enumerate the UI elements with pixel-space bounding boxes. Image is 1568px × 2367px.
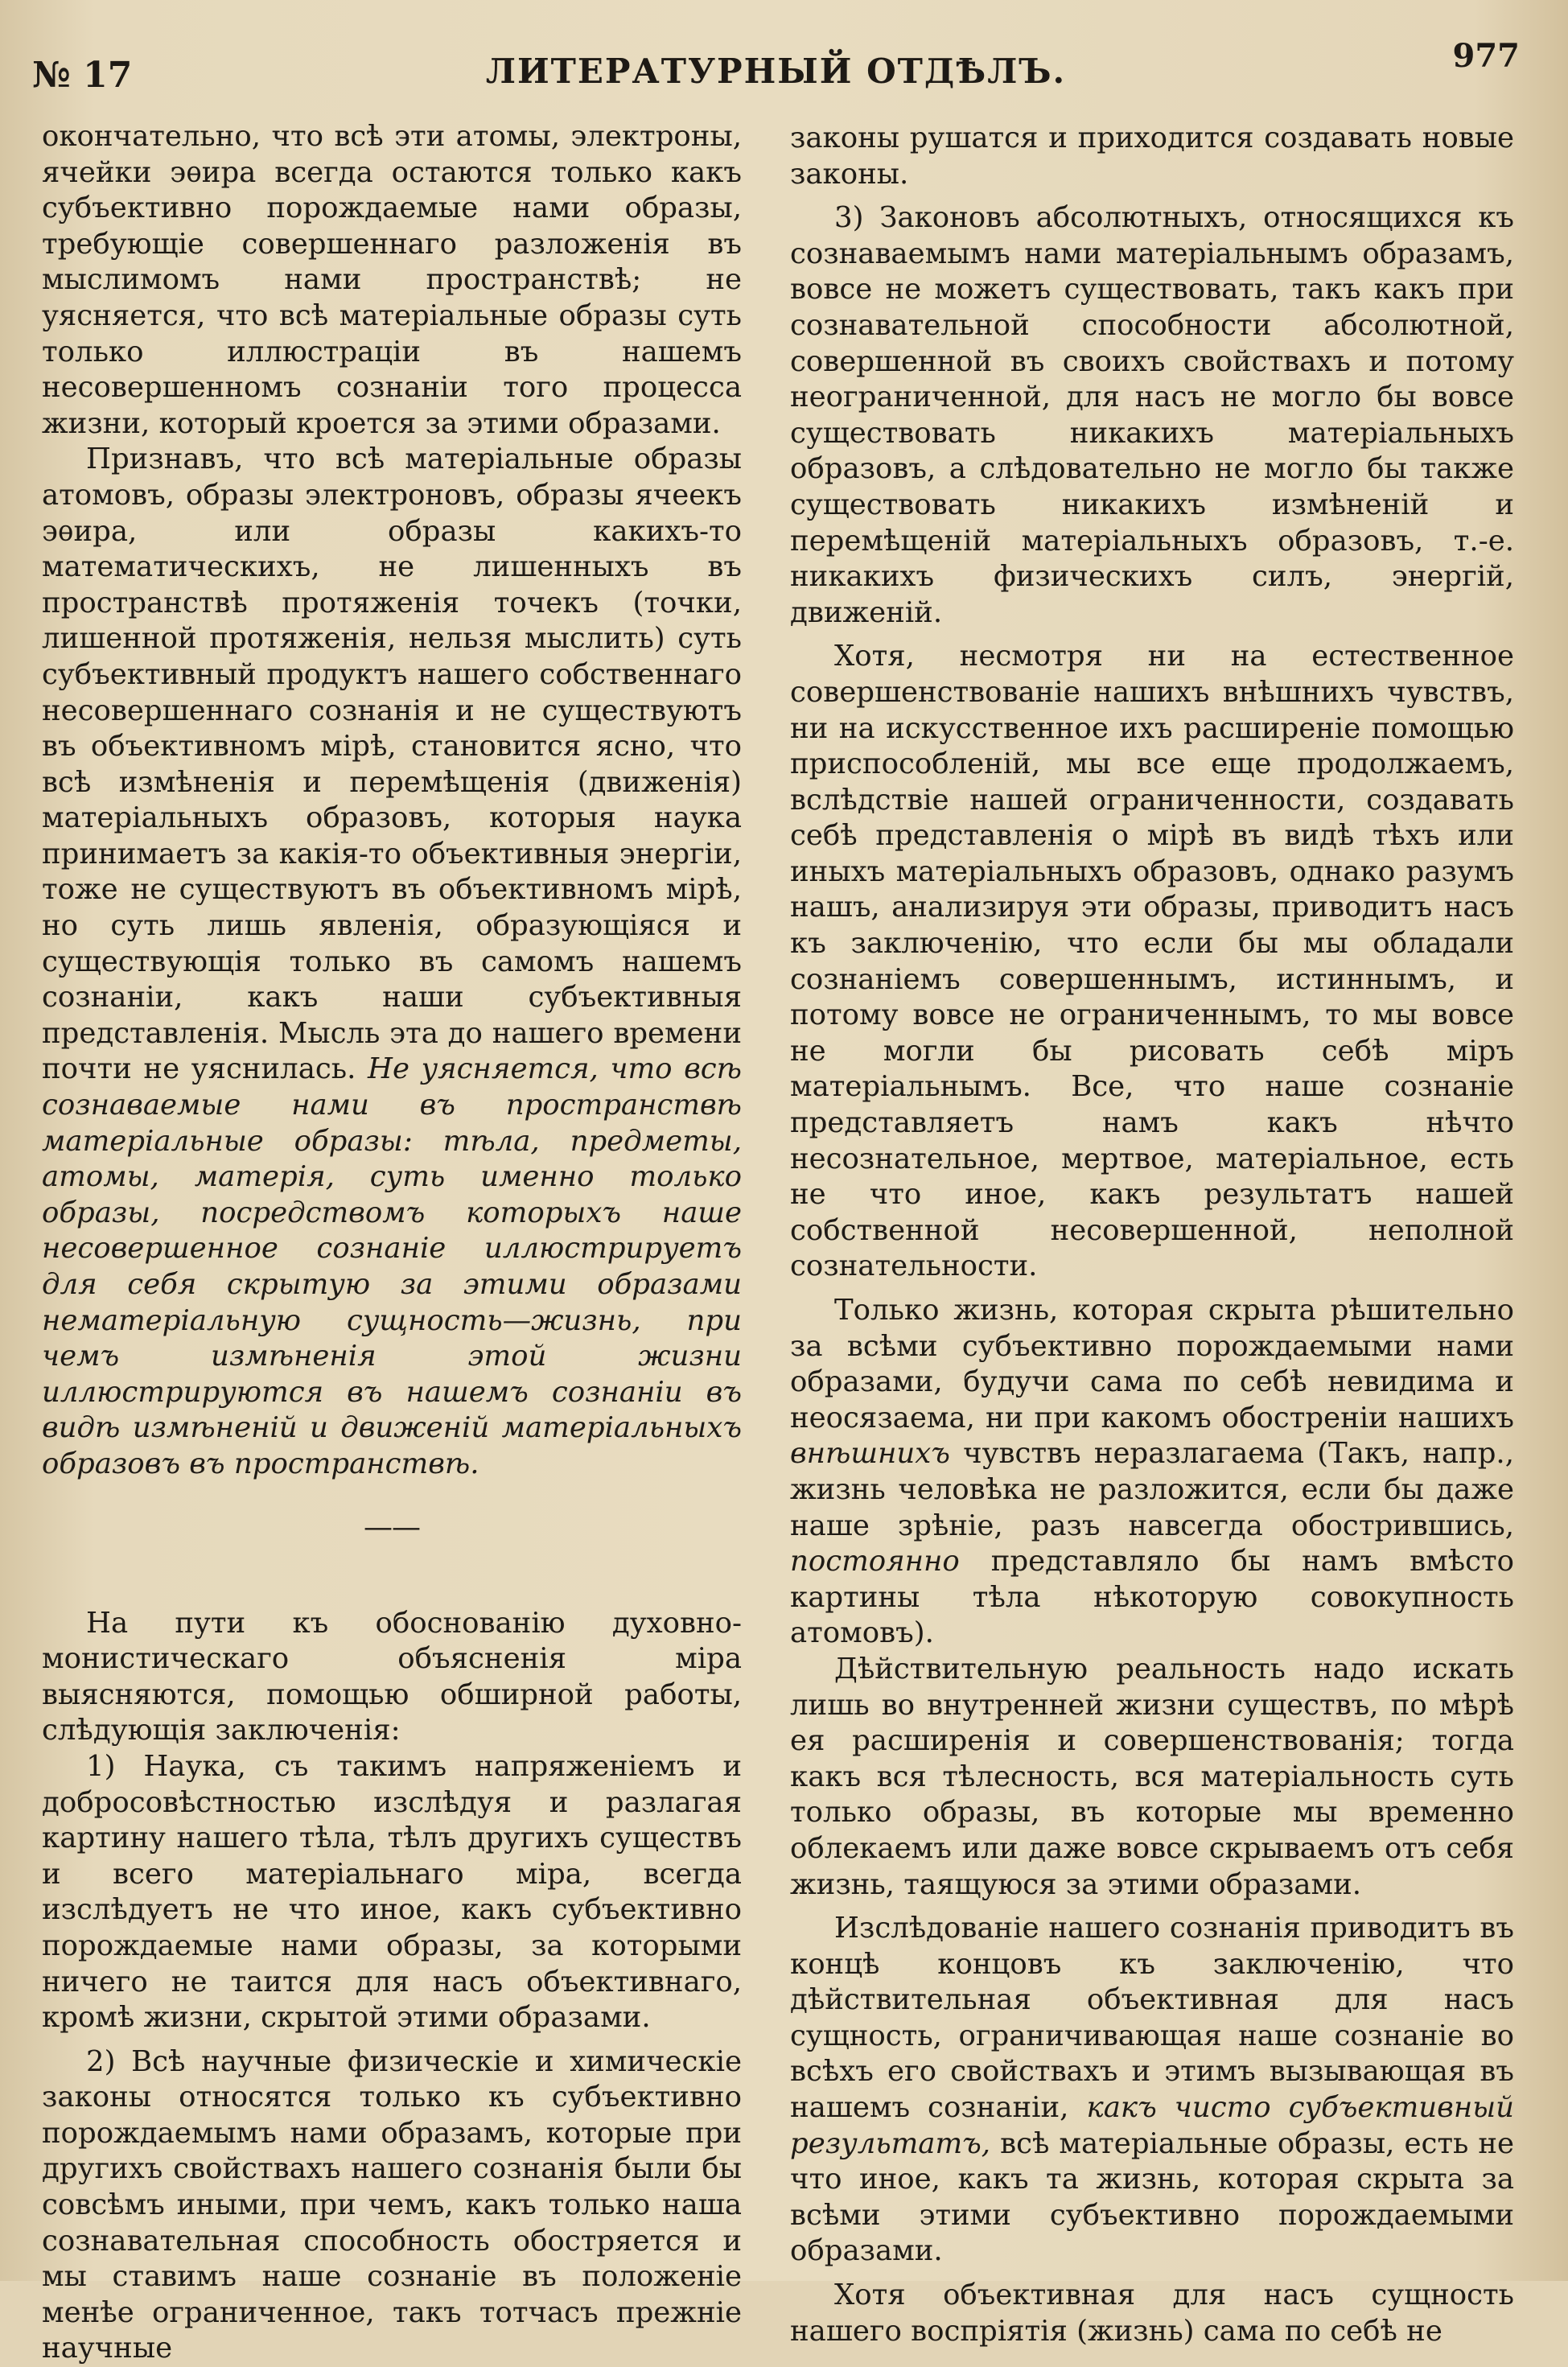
paragraph (790, 1911, 1514, 2270)
numbered-paragraph: 3) Законовъ абсолютныхъ, относящихся къ сознаваемымъ нами матеріальнымъ образамъ, вовсе не можетъ существовать, такъ какъ при сознавательной способности абсолютной, совершенной въ своихъ свойствахъ и потому неограниченной, для насъ не могло бы вовсе существовать никакихъ матеріальныхъ образовъ, а слѣдовательно не могло бы также существовать никакихъ измѣненій и перемѣщеній матеріальныхъ образовъ, т.-е. никакихъ физическихъ силъ, энергій, движеній. (790, 201, 1514, 629)
page-number: 977 (1452, 37, 1520, 75)
paragraph-text: чувствъ неразлагаема (Такъ, напр., жизнь человѣка не разложится, если бы даже наше зрѣніе, разъ навсегда обострившись, (790, 1437, 1514, 1542)
italic-word: постоянно (790, 1545, 960, 1579)
numbered-paragraph: 1) Наука, съ такимъ напряженіемъ и добросовѣстностью изслѣдуя и разлагая картину нашего тѣла, тѣлъ другихъ существъ и всего матеріальнаго міра, всегда изслѣдуетъ не что иное, какъ субъективно порождаемые нами образы, за которыми ничего не таится для насъ объективнаго, кромѣ жизни, скрытой этими образами. (42, 1749, 742, 2035)
paragraph-text: представляло бы намъ вмѣсто картины тѣла нѣкоторую совокупность атомовъ). (790, 1545, 1514, 1650)
italic-passage: Не уясняется, что всѣ сознаваемые нами въ пространствѣ матеріальные образы: тѣла, предметы, атомы, матерія, суть именно только образы, посредствомъ которыхъ наше несовершенное сознаніе иллюстрируетъ для себя скрытую за этими образами нематеріальную сущность—жизнь, при чемъ измѣненія этой жизни иллюстрируются въ нашемъ сознаніи въ видѣ измѣненій и движеній матеріальныхъ образовъ въ пространствѣ. (42, 1052, 742, 1480)
issue-number: № 17 (32, 55, 133, 96)
paragraph-text: всѣ матеріальные образы, есть не что иное, какъ та жизнь, которая скрыта за всѣми этими субъективно порождаемыми образами. (790, 2126, 1514, 2268)
italic-word: внѣшнихъ (790, 1437, 950, 1471)
paragraph-text: Признавъ, что всѣ матеріальные образы атомовъ, образы электроновъ, образы ячеекъ эѳира, или образы какихъ-то математическихъ, не лишенныхъ въ пространствѣ протяженія точекъ (точки, лишенной протяженія, нельзя мыслить) суть субъективный продуктъ нашего собственнаго несовершеннаго сознанія и не существуютъ въ объективномъ мірѣ, становится ясно, что всѣ измѣненія и перемѣщенія (движенія) матеріальныхъ образовъ, которыя наука принимаетъ за какія-то объективныя энергіи, тоже не существуютъ въ объективномъ мірѣ, но суть лишь явленія, образующіяся и существующія только въ самомъ нашемъ сознаніи, какъ наши субъективныя представленія. Мысль эта до нашего времени почти не уяснилась. (42, 443, 742, 1086)
paragraph-text: Изслѣдованіе нашего сознанія приводитъ въ концѣ концовъ къ заключенію, что дѣйствительная объективная для насъ сущность, ограничивающая наше сознаніе во всѣхъ его свойствахъ и этимъ вызывающая въ нашемъ сознаніи, (790, 1912, 1514, 2125)
section-separator: —— (364, 1510, 420, 1544)
paragraph: На пути къ обоснованію духовно-монистическаго объясненія міра выясняются, помощью обширной работы, слѣдующія заключенія: (42, 1606, 742, 1747)
right-column (790, 121, 1514, 2348)
paragraph: Хотя, несмотря ни на естественное совершенствованіе нашихъ внѣшнихъ чувствъ, ни на искусственное ихъ расширеніе помощью приспособленій, мы все еще продолжаемъ, вслѣдствіе нашей ограниченности, создавать себѣ представленія о мірѣ въ видѣ тѣхъ или иныхъ матеріальныхъ образовъ, однако разумъ нашъ, анализируя эти образы, приводитъ насъ къ заключенію, что если бы мы обладали сознаніемъ совершеннымъ, истиннымъ, и потому вовсе не ограниченнымъ, то мы вовсе не могли бы рисовать себѣ міръ матеріальнымъ. Все, что наше сознаніе представляетъ намъ какъ нѣчто несознательное, мертвое, матеріальное, есть не что иное, какъ результатъ нашей собственной несовершенной, неполной сознательности. (790, 640, 1514, 1283)
paragraph (42, 442, 742, 1482)
paragraph: Дѣйствительную реальность надо искать лишь во внутренней жизни существъ, по мѣрѣ ея расширенія и совершенствованія; тогда какъ вся тѣлесность, вся матеріальность суть только образы, въ которые мы временно облекаемъ или даже вовсе скрываемъ отъ себя жизнь, таящуюся за этими образами. (790, 1652, 1514, 1901)
left-column (42, 119, 742, 2365)
paragraph-text: Только жизнь, которая скрыта рѣшительно за всѣми субъективно порождаемыми нами образами, будучи сама по себѣ невидима и неосязаема, ни при какомъ обостреніи нашихъ (790, 1294, 1514, 1435)
numbered-paragraph: 2) Всѣ научные физическіе и химическіе законы относятся только къ субъективно порождаемымъ нами образамъ, которые при другихъ свойствахъ нашего сознанія были бы совсѣмъ иными, при чемъ, какъ только наша сознавательная способность обостряется и мы ставимъ наше сознаніе въ положеніе менѣе ограниченное, такъ тотчасъ прежніе научные (42, 2044, 742, 2365)
paragraph: Хотя объективная для насъ сущность нашего воспріятія (жизнь) сама по себѣ не (790, 2278, 1514, 2348)
italic-passage: какъ чисто субъективный результатъ, (790, 2091, 1514, 2160)
paragraph (790, 1293, 1514, 1652)
paragraph: окончательно, что всѣ эти атомы, электроны, ячейки эѳира всегда остаются только какъ субъективно порождаемые нами образы, требующіе совершеннаго разложенія въ мыслимомъ нами пространствѣ; не уясняется, что всѣ матеріальные образы суть только иллюстраціи въ нашемъ несовершенномъ сознаніи того процесса жизни, который кроется за этими образами. (42, 120, 742, 440)
paragraph: законы рушатся и приходится создавать новые законы. (790, 121, 1514, 191)
section-title: ЛИТЕРАТУРНЫЙ ОТДѢЛЪ. (485, 51, 1067, 91)
running-head (32, 31, 1520, 95)
